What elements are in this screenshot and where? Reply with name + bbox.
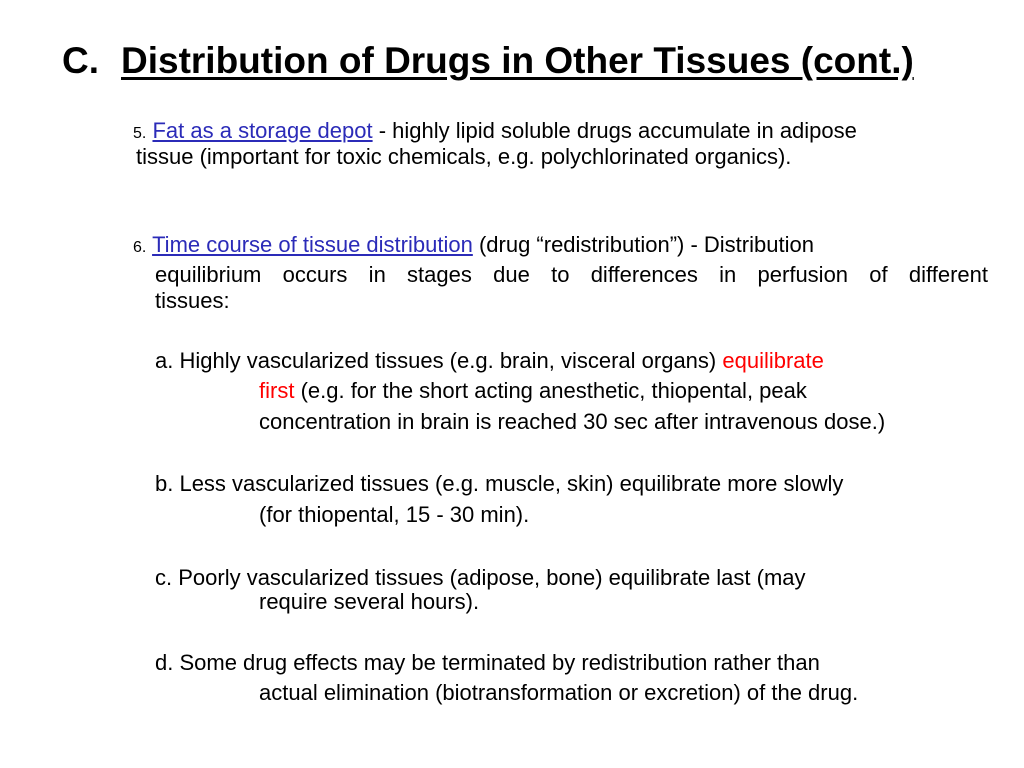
point-a-line2 — [259, 378, 807, 404]
point-d-line1: d. Some drug effects may be terminated by redistribution rather than — [155, 650, 820, 675]
point-a-highlight: equilibrate — [722, 348, 824, 373]
item5-number: 5. — [133, 125, 147, 142]
item6-line1 — [133, 232, 814, 261]
item5-text-line1: - highly lipid soluble drugs accumulate in adipose — [372, 118, 857, 143]
point-c-line2: require several hours). — [259, 589, 480, 614]
point-b-line2: (for thiopental, 15 - 30 min). — [259, 502, 530, 527]
point-a-line3: concentration in brain is reached 30 sec after intravenous dose.) — [259, 409, 886, 434]
item5-line1 — [133, 118, 857, 147]
item6-number: 6. — [133, 239, 147, 256]
item6-line3: tissues: — [155, 288, 230, 313]
item6-line2: equilibrium occurs in stages due to differences in perfusion of different — [155, 262, 988, 287]
point-a-text: a. Highly vascularized tissues (e.g. brain, visceral organs) — [155, 348, 723, 373]
slide-title — [62, 40, 914, 82]
point-b-line1: b. Less vascularized tissues (e.g. muscle, skin) equilibrate more slowly — [155, 471, 844, 496]
item5-link[interactable]: Fat as a storage depot — [152, 118, 373, 143]
point-a-line1 — [155, 348, 824, 374]
item6-link[interactable]: Time course of tissue distribution — [152, 232, 473, 257]
item6-text-line1: (drug “redistribution”) - Distribution — [472, 232, 814, 257]
point-c-line1: c. Poorly vascularized tissues (adipose, bone) equilibrate last (may — [155, 565, 806, 590]
item5-line2: tissue (important for toxic chemicals, e.g. polychlorinated organics). — [136, 144, 792, 169]
section-letter: C. — [62, 40, 99, 81]
title-text: Distribution of Drugs in Other Tissues (cont.) — [121, 40, 914, 81]
point-d-line2: actual elimination (biotransformation or excretion) of the drug. — [259, 680, 859, 705]
point-a-highlight-first: first — [259, 378, 295, 403]
point-a-line2-text: (e.g. for the short acting anesthetic, thiopental, peak — [294, 378, 807, 403]
